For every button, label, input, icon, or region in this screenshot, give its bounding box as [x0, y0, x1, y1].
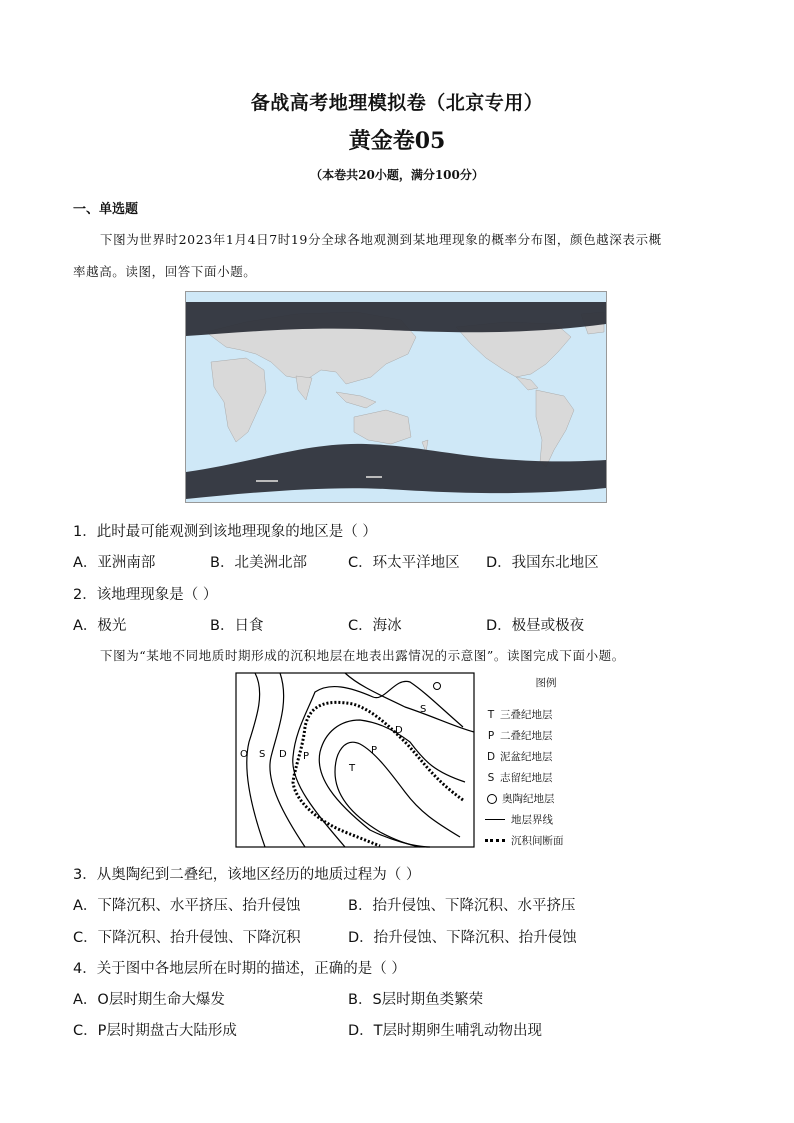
passage2: 下图为“某地不同地质时期形成的沉积地层在地表出露情况的示意图”。读图完成下面小题。	[100, 648, 625, 663]
question-3-option-a[interactable]: A．下降沉积、水平挤压、抬升侵蚀	[73, 898, 301, 914]
svg-text:D: D	[395, 725, 403, 736]
question-1-option-a[interactable]: A．亚洲南部	[73, 555, 156, 571]
geologic-outcrop-map	[235, 672, 475, 848]
legend-text: 奥陶纪地层	[502, 793, 555, 805]
legend-symbol-d: D	[486, 750, 496, 763]
map-legend	[485, 675, 595, 851]
legend-item-ordovician	[485, 788, 595, 809]
svg-text:T: T	[349, 763, 356, 774]
passage1-line1: 下图为世界时2023年1月4日7时19分全球各地观测到某地理现象的概率分布图，颜色越深表示概	[100, 232, 662, 247]
world-probability-map	[185, 291, 607, 503]
legend-item-unconformity	[485, 830, 595, 851]
svg-text:D: D	[279, 749, 287, 760]
legend-symbol-o	[487, 794, 497, 804]
question-2-option-b[interactable]: B．日食	[210, 618, 264, 634]
question-2-option-c[interactable]: C．海冰	[348, 618, 402, 634]
question-4-option-a[interactable]: A．O层时期生命大爆发	[73, 992, 225, 1008]
svg-text:P: P	[303, 751, 310, 762]
question-4-option-c[interactable]: C．P层时期盘古大陆形成	[73, 1023, 237, 1039]
passage1-line2: 率越高。读图，回答下面小题。	[73, 264, 257, 279]
section-heading: 一、单选题	[73, 202, 139, 217]
question-1-option-c[interactable]: C．环太平洋地区	[348, 555, 460, 571]
question-2-stem: 2．该地理现象是（ ）	[73, 587, 218, 603]
paper-subtitle: 黄金卷05	[348, 128, 446, 154]
svg-text:P: P	[371, 745, 378, 756]
question-1-stem: 1．此时最可能观测到该地理现象的地区是（ ）	[73, 524, 377, 540]
legend-text: 泥盆纪地层	[500, 751, 553, 763]
question-3-option-d[interactable]: D．抬升侵蚀、下降沉积、抬升侵蚀	[348, 930, 577, 946]
legend-symbol-p: P	[487, 729, 495, 742]
legend-symbol-t: T	[487, 708, 495, 721]
legend-item-permian	[485, 725, 595, 746]
question-3-stem: 3．从奥陶纪到二叠纪，该地区经历的地质过程为（ ）	[73, 867, 421, 883]
question-2-option-d[interactable]: D．极昼或极夜	[486, 618, 585, 634]
svg-text:S: S	[420, 704, 427, 715]
legend-item-boundary	[485, 809, 595, 830]
question-1-option-b[interactable]: B．北美洲北部	[210, 555, 307, 571]
exam-title: 备战高考地理模拟卷（北京专用）	[250, 92, 544, 114]
legend-text: 二叠纪地层	[500, 730, 553, 742]
dotted-line-icon	[485, 839, 505, 842]
legend-item-devonian	[485, 746, 595, 767]
question-4-option-d[interactable]: D．T层时期卵生哺乳动物出现	[348, 1023, 543, 1039]
legend-symbol-s: S	[487, 771, 495, 784]
question-4-option-b[interactable]: B．S层时期鱼类繁荣	[348, 992, 484, 1008]
question-3-option-c[interactable]: C．下降沉积、抬升侵蚀、下降沉积	[73, 930, 301, 946]
svg-text:S: S	[259, 749, 266, 760]
paper-note: （本卷共20小题，满分100分）	[310, 168, 484, 182]
question-1-option-d[interactable]: D．我国东北地区	[486, 555, 599, 571]
legend-item-silurian	[485, 767, 595, 788]
question-2-option-a[interactable]: A．极光	[73, 618, 127, 634]
legend-text: 志留纪地层	[500, 772, 553, 784]
question-4-stem: 4．关于图中各地层所在时期的描述，正确的是（ ）	[73, 961, 406, 977]
legend-text: 地层界线	[511, 814, 553, 826]
svg-text:O: O	[240, 749, 248, 760]
question-3-option-b[interactable]: B．抬升侵蚀、下降沉积、水平挤压	[348, 898, 576, 914]
legend-text: 沉积间断面	[511, 835, 564, 847]
legend-title: 图例	[535, 677, 557, 689]
legend-text: 三叠纪地层	[500, 709, 553, 721]
solid-line-icon	[485, 819, 505, 820]
legend-item-triassic	[485, 704, 595, 725]
